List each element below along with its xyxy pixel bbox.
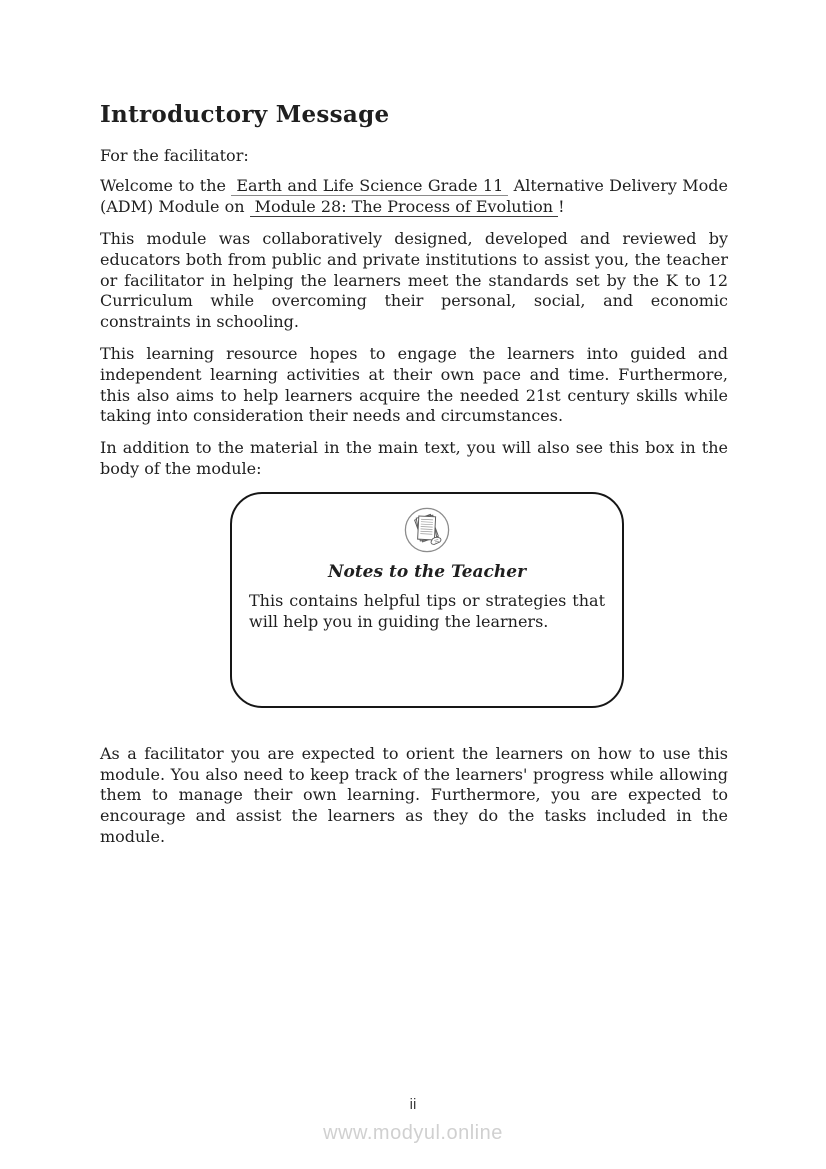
page-number: ii: [409, 1096, 417, 1113]
welcome-part3: !: [558, 197, 565, 217]
notes-box-body: This contains helpful tips or strategies that will help you in guiding the learners.: [249, 590, 605, 631]
welcome-part2: Alternative Delivery Mode (ADM) Module on: [100, 176, 728, 217]
paragraph-box-intro: In addition to the material in the main text, you will also see this box in the body of the module:: [100, 438, 728, 478]
notes-icon-wrap: [249, 506, 605, 554]
notes-box-title: Notes to the Teacher: [327, 561, 527, 582]
blank-module-name: Module 28: The Process of Evolution: [250, 197, 558, 217]
blank-subject-name: Earth and Life Science Grade 11: [231, 176, 508, 196]
paragraph-facilitator-role: As a facilitator you are expected to orient the learners on how to use this module. You also need to keep track of the learners' progress while allowing them to manage their own learning. Furthermore, you are expected to encourage and assist the learners as they do the tasks included in the module.: [100, 743, 728, 846]
notes-to-teacher-box: [230, 492, 624, 708]
page-content: [100, 101, 728, 859]
paragraph-module-design: This module was collaboratively designed, developed and reviewed by educators both from public and private institutions to assist you, the teacher or facilitator in helping the learners meet the standards set by the K to 12 Curriculum while overcoming their personal, social, and economic constraints in schooling.: [100, 228, 728, 332]
papers-in-hand-icon: [403, 506, 451, 554]
page-title: Introductory Message: [100, 101, 390, 128]
paragraph-learning-resource: This learning resource hopes to engage the learners into guided and independent learning activities at their own pace and time. Furthermore, this also aims to help learners acquire the needed 21st century skills while taking into consideration their needs and circumstances.: [100, 343, 728, 426]
welcome-paragraph: [100, 176, 728, 218]
salutation-text: For the facilitator:: [100, 145, 249, 165]
watermark-url: www.modyul.online: [323, 1122, 503, 1144]
welcome-part1: Welcome to the: [100, 176, 226, 196]
